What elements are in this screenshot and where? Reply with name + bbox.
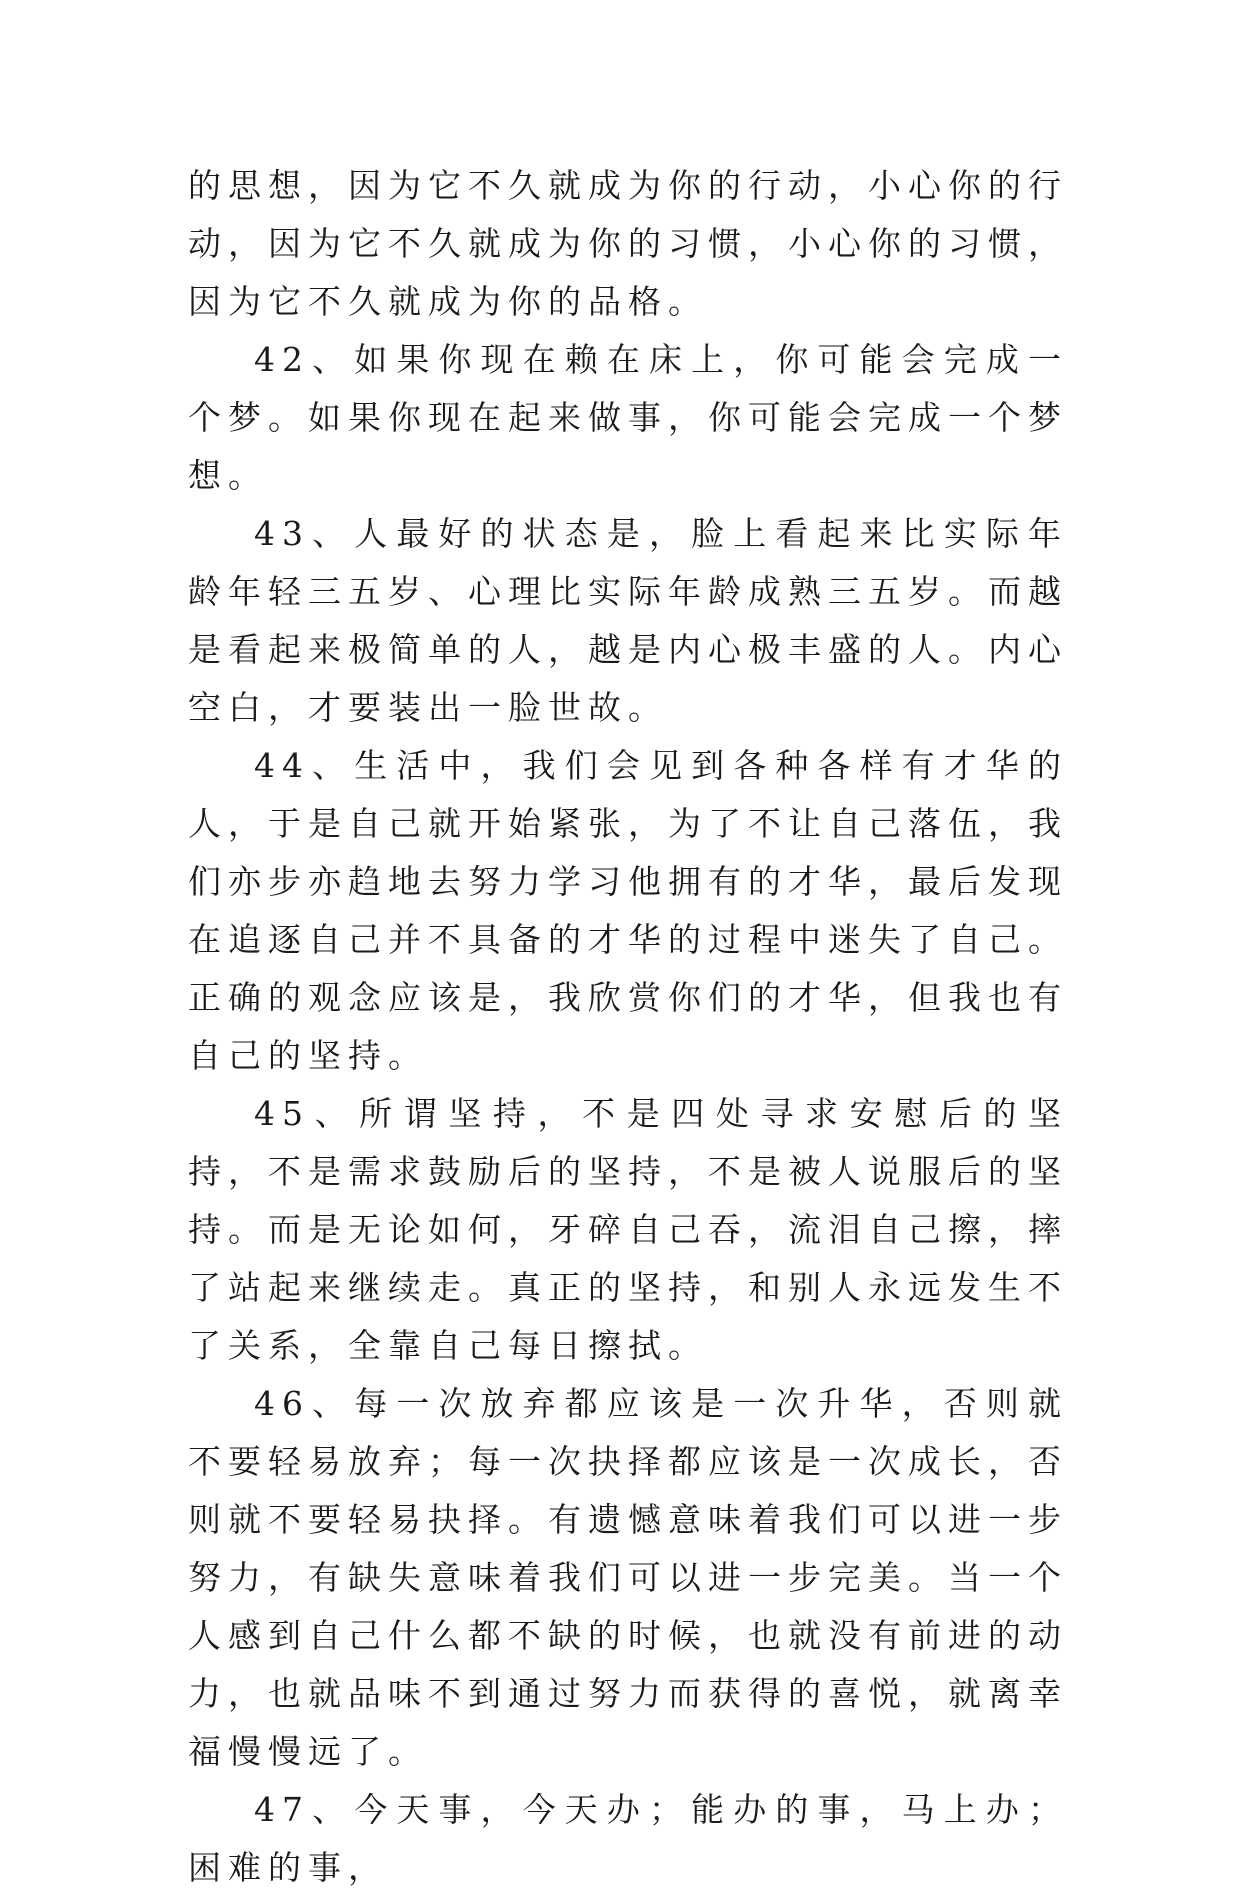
paragraph-item-46: 46、每一次放弃都应该是一次升华，否则就不要轻易放弃；每一次抉择都应该是一次成长，否则就不要轻易抉择。有遗憾意味着我们可以进一步努力，有缺失意味着我们可以进一步完美。当一个人感到自己什么都不缺的时候，也就没有前进的动力，也就品味不到通过努力而获得的喜悦，就离幸福慢慢远了。 xyxy=(188,1384,1068,1771)
paragraph-item-47: 47、今天事，今天办；能办的事，马上办；困难的事， xyxy=(188,1790,1068,1887)
paragraph-item-42: 42、如果你现在赖在床上，你可能会完成一个梦。如果你现在起来做事，你可能会完成一个梦想。 xyxy=(188,340,1068,495)
document-body xyxy=(188,157,1068,1897)
paragraph-item-43: 43、人最好的状态是，脸上看起来比实际年龄年轻三五岁、心理比实际年龄成熟三五岁。而越是看起来极简单的人，越是内心极丰盛的人。内心空白，才要装出一脸世故。 xyxy=(188,514,1068,727)
paragraph-item-44: 44、生活中，我们会见到各种各样有才华的人，于是自己就开始紧张，为了不让自己落伍，我们亦步亦趋地去努力学习他拥有的才华，最后发现在追逐自己并不具备的才华的过程中迷失了自己。正确的观念应该是，我欣赏你们的才华，但我也有自己的坚持。 xyxy=(188,746,1068,1075)
paragraph-continuation: 的思想，因为它不久就成为你的行动，小心你的行动，因为它不久就成为你的习惯，小心你的习惯，因为它不久就成为你的品格。 xyxy=(188,166,1068,321)
paragraph-item-45: 45、所谓坚持，不是四处寻求安慰后的坚持，不是需求鼓励后的坚持，不是被人说服后的坚持。而是无论如何，牙碎自己吞，流泪自己擦，摔了站起来继续走。真正的坚持，和别人永远发生不了关系，全靠自己每日擦拭。 xyxy=(188,1094,1068,1365)
